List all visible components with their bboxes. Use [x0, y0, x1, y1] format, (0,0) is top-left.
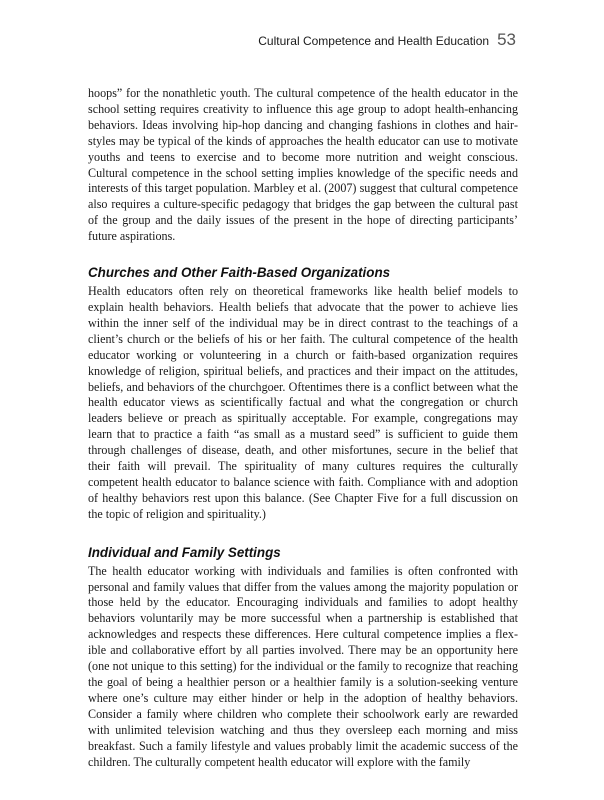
section-heading-individual-family: Individual and Family Settings — [88, 544, 281, 560]
paragraph-individual-family: The health educator working with individuals and families is often confronted with personal and family values that differ from the values among the majority population or those held by the educator. Encouraging individuals and families to adopt healthy behaviors voluntarily may be more successful when a partnership is established that acknowledges and respects these differences. Here cultural competence implies a flexible and collaborative effort by all parties involved. There may be an opportunity here (one not unique to this setting) for the individual or the family to recognize that reaching the goal of being a healthier person or a healthier family is a solution-seeking venture where one’s culture may either hinder or help in the adoption of healthy behaviors. Consider a family where children who complete their schoolwork early are rewarded with unlimited television watching and thus they oversleep each morning and miss breakfast. Such a family lifestyle and values probably limit the academic success of the children. The culturally competent health educator will explore with the family — [88, 563, 518, 769]
section-heading-churches: Churches and Other Faith-Based Organizations — [88, 265, 391, 281]
body-text — [88, 86, 518, 770]
running-header — [258, 30, 516, 52]
page-number: 53 — [497, 30, 516, 49]
running-title: Cultural Competence and Health Education — [258, 34, 490, 48]
paragraph-continuation: hoops” for the nonathletic youth. The cultural competence of the health educator in the school setting requires creativity to influence this age group to adopt health-enhancing behaviors. Ideas involving hip-hop dancing and changing fashions in clothes and hairstyles may be typical of the kinds of approaches the health educator can use to motivate youths and teens to exercise and to become more nutrition and weight conscious. Cultural competence in the school setting implies knowledge of the specific needs and interests of this target population. Marbley et al. (2007) suggest that cultural competence also requires a culture-specific pedagogy that bridges the gap between the cultural past of the group and the daily issues of the present in the hope of directing participants’ future aspirations. — [88, 86, 518, 244]
paragraph-churches: Health educators often rely on theoretical frameworks like health belief models to explain health behaviors. Health beliefs that advocate that the power to achieve lies within the inner self of the individual may be in direct contrast to the teachings of a client’s church or the beliefs of his or her faith. The cultural competence of the health educator working or volunteering in a church or faith-based organization requires knowledge of religion, spiritual beliefs, and practices and their impact on the attitudes, beliefs, and behaviors of the churchgoer. Oftentimes there is a conflict between what the health educator views as scientifically factual and what the congregation or church leaders believe or preach as spiritually acceptable. For example, congregations may learn that to practice a faith “as small as a mustard seed” is sufficient to guide them through challenges of disease, death, and other misfortunes, secure in the belief that their faith will prevail. The spirituality of many cultures requires the culturally competent health educator to balance science with faith. Compliance with and adoption of healthy behaviors rest upon this balance. (See Chapter Five for a full discussion on the topic of religion and spirituality.) — [88, 284, 518, 521]
